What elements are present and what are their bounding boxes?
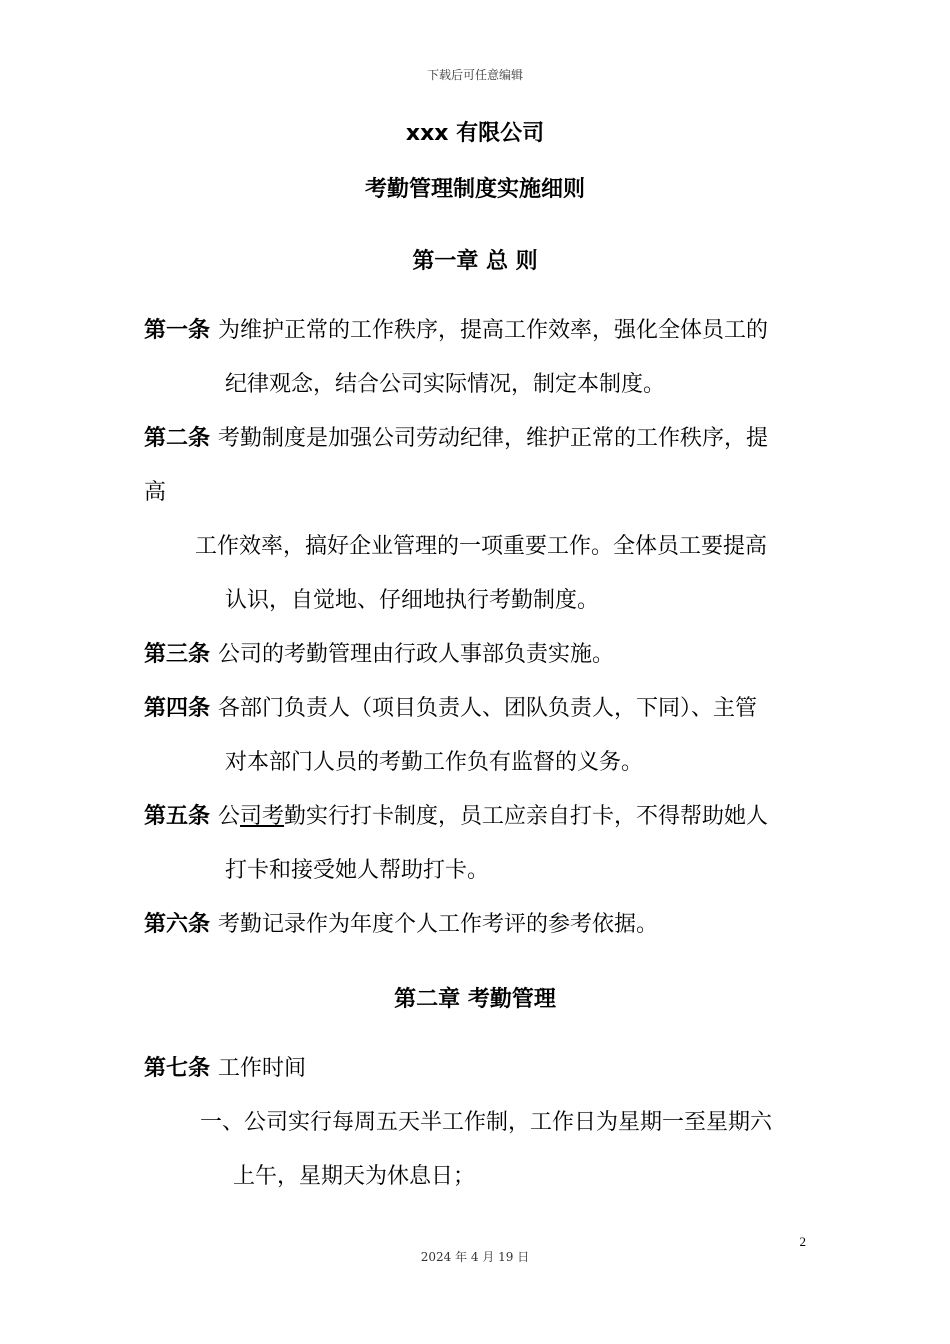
document-subtitle: 考勤管理制度实施细则 <box>364 177 585 202</box>
footer-date: 2024 年 4 月 19 日 <box>420 1250 530 1264</box>
article-5-text-part-1: 公 <box>218 804 241 829</box>
article-2-line-1 <box>144 424 768 454</box>
article-3-label: 第三条 <box>144 642 211 667</box>
article-2-text-1: 考勤制度是加强公司劳动纪律，维护正常的工作秩序，提 <box>218 426 769 451</box>
article-6-label: 第六条 <box>144 912 211 937</box>
article-4-text-1: 各部门负责人（项目负责人、团队负责人，下同）、主管 <box>218 696 758 721</box>
article-2-line-2: 高 <box>144 480 167 505</box>
article-1-text-1: 为维护正常的工作秩序，提高工作效率，强化全体员工的 <box>218 318 769 343</box>
article-6-line-1 <box>144 910 658 940</box>
article-4-line-1 <box>144 694 757 724</box>
article-5-text-part-3: 勤实行打卡制度，员工应亲自打卡，不得帮助她人 <box>284 804 769 829</box>
article-7-line-1 <box>144 1054 306 1084</box>
article-7-text-1: 工作时间 <box>218 1056 307 1081</box>
article-3-line-1 <box>144 640 614 670</box>
header-note: 下载后可任意编辑 <box>426 68 523 82</box>
article-5-line-2: 打卡和接受她人帮助打卡。 <box>225 858 490 883</box>
article-5-underlined-text: 司考 <box>240 804 285 829</box>
article-2-line-3: 工作效率，搞好企业管理的一项重要工作。全体员工要提高 <box>195 534 768 559</box>
page-number: 2 <box>799 1234 806 1249</box>
article-1-label: 第一条 <box>144 318 211 343</box>
chapter-1-heading: 第一章 总 则 <box>412 249 538 274</box>
chapter-2-heading: 第二章 考勤管理 <box>394 987 556 1012</box>
article-1-line-2: 纪律观念，结合公司实际情况，制定本制度。 <box>225 372 666 397</box>
article-4-line-2: 对本部门人员的考勤工作负有监督的义务。 <box>225 750 644 775</box>
article-2-line-4: 认识，自觉地、仔细地执行考勤制度。 <box>225 588 600 613</box>
item-1-line-2: 上午，星期天为休息日； <box>233 1164 476 1189</box>
article-5-label: 第五条 <box>144 804 211 829</box>
article-3-text-1: 公司的考勤管理由行政人事部负责实施。 <box>218 642 615 667</box>
article-1-line-1 <box>144 316 768 346</box>
document-title: xxx 有限公司 <box>405 121 545 146</box>
article-6-text-1: 考勤记录作为年度个人工作考评的参考依据。 <box>218 912 659 937</box>
article-4-label: 第四条 <box>144 696 211 721</box>
article-2-label: 第二条 <box>144 426 211 451</box>
item-1-line-1: 一、公司实行每周五天半工作制，工作日为星期一至星期六 <box>200 1110 773 1135</box>
article-7-label: 第七条 <box>144 1056 211 1081</box>
article-5-line-1 <box>144 802 768 832</box>
